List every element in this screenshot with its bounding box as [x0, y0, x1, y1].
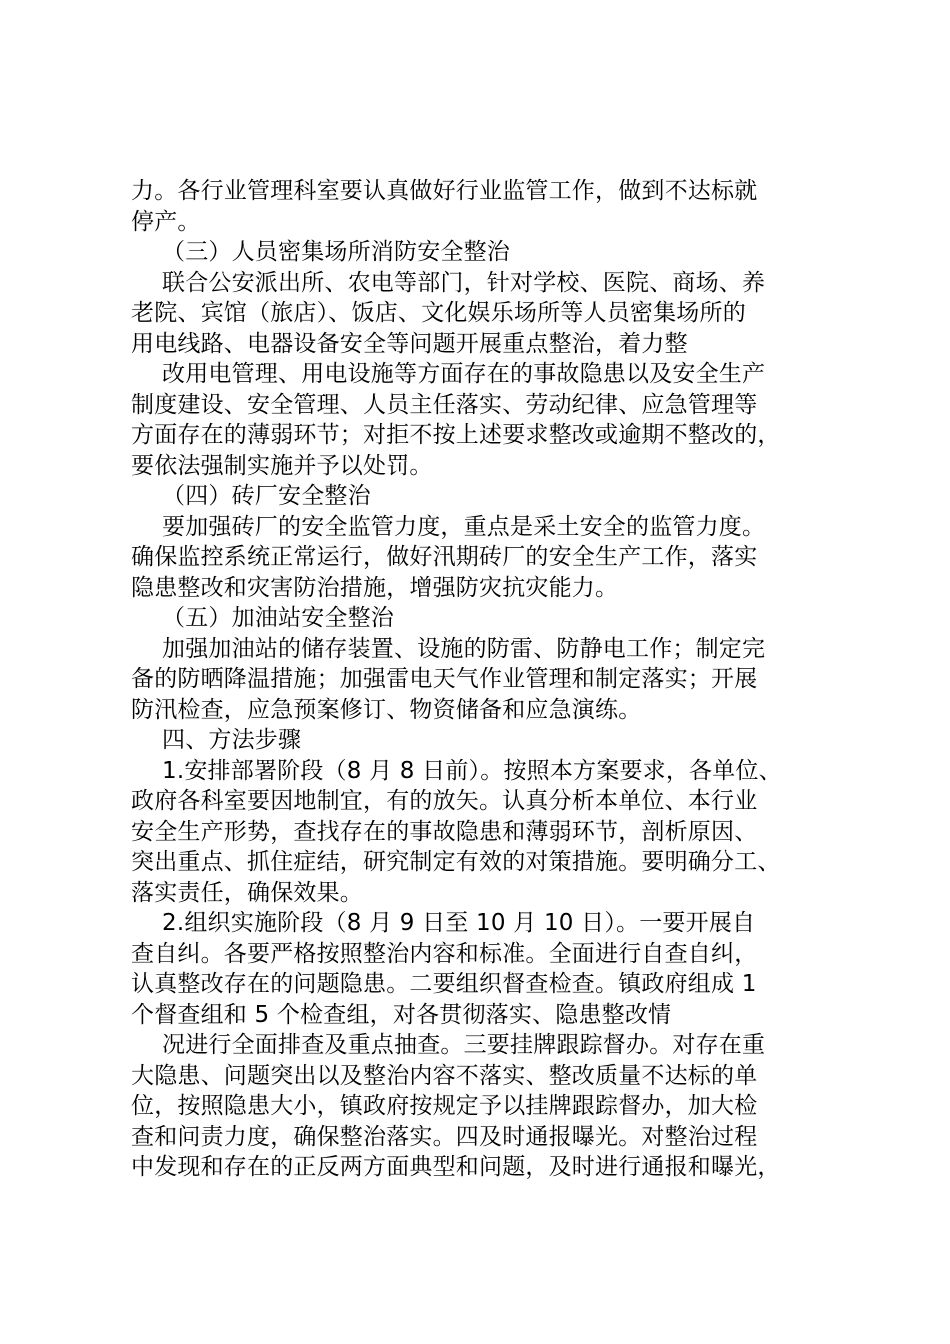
text-line: 确保监控系统正常运行，做好汛期砖厂的安全生产工作，落实 [131, 544, 758, 570]
section-heading: 四、方法步骤 [162, 727, 302, 753]
text-line: 联合公安派出所、农电等部门，针对学校、医院、商场、养 [162, 269, 766, 296]
text-line: 加强加油站的储存装置、设施的防雷、防静电工作；制定完 [162, 635, 766, 662]
text-line: 用电线路、电器设备安全等问题开展重点整治，着力整 [131, 330, 688, 357]
text-line: 力。各行业管理科室要认真做好行业监管工作，做到不达标就 [131, 178, 758, 204]
text-line: 认真整改存在的问题隐患。二要组织督查检查。镇政府组成 1 [131, 971, 757, 997]
text-line: 1.安排部署阶段（8 月 8 日前）。按照本方案要求，各单位、 [162, 757, 782, 784]
text-line: 中发现和存在的正反两方面典型和问题，及时进行通报和曝光， [131, 1154, 781, 1180]
text-line: 个督查组和 5 个检查组，对各贯彻落实、隐患整改情 [131, 1001, 672, 1028]
text-line: 突出重点、抓住症结，研究制定有效的对策措施。要明确分工、 [131, 849, 781, 875]
text-line: 备的防晒降温措施；加强雷电天气作业管理和制定落实；开展 [131, 666, 758, 692]
text-line: 制度建设、安全管理、人员主任落实、劳动纪律、应急管理等 [131, 391, 758, 418]
section-heading: （四）砖厂安全整治 [162, 483, 371, 509]
text-line: 查和问责力度，确保整治落实。四及时通报曝光。对整治过程 [131, 1123, 758, 1150]
text-line: 老院、宾馆（旅店）、饭店、文化娱乐场所等人员密集场所的 [131, 300, 746, 326]
text-line: 位，按照隐患大小，镇政府按规定予以挂牌跟踪督办，加大检 [131, 1093, 758, 1119]
text-line: 停产。 [131, 208, 201, 235]
text-line: 方面存在的薄弱环节；对拒不按上述要求整改或逾期不整改的， [131, 422, 781, 448]
text-line: 安全生产形势，查找存在的事故隐患和薄弱环节，剖析原因、 [131, 818, 758, 845]
text-line: 要加强砖厂的安全监管力度，重点是采土安全的监管力度。 [162, 513, 766, 540]
document-body [131, 176, 831, 1183]
text-line: 改用电管理、用电设施等方面存在的事故隐患以及安全生产 [162, 361, 766, 387]
text-line: 防汛检查，应急预案修订、物资储备和应急演练。 [131, 696, 642, 723]
text-line: 查自纠。各要严格按照整治内容和标准。全面进行自查自纠， [131, 940, 758, 967]
text-line: 政府各科室要因地制宜，有的放矢。认真分析本单位、本行业 [131, 788, 758, 814]
text-line: 大隐患、问题突出以及整治内容不落实、整改质量不达标的单 [131, 1062, 758, 1089]
section-heading: （三）人员密集场所消防安全整治 [162, 239, 510, 265]
text-line: 2.组织实施阶段（8 月 9 日至 10 月 10 日）。一要开展自 [162, 910, 756, 936]
section-heading: （五）加油站安全整治 [162, 605, 394, 631]
text-line: 落实责任，确保效果。 [131, 879, 363, 906]
text-line: 要依法强制实施并予以处罚。 [131, 452, 433, 479]
text-line: 况进行全面排查及重点抽查。三要挂牌跟踪督办。对存在重 [162, 1032, 766, 1058]
text-line: 隐患整改和灾害防治措施，增强防灾抗灾能力。 [131, 574, 619, 601]
